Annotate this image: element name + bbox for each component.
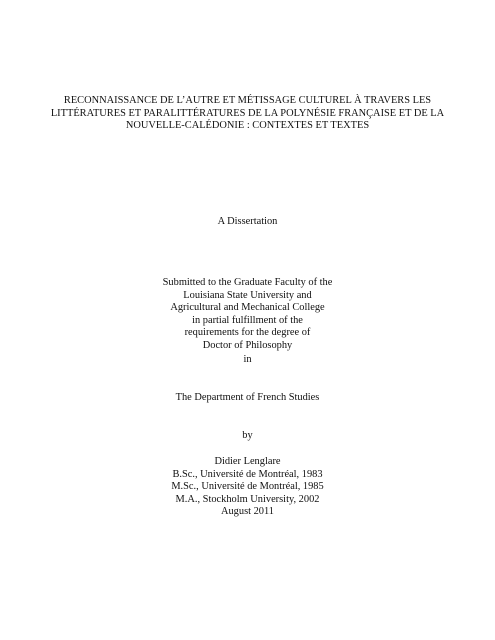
- degree-2: M.Sc., Université de Montréal, 1985: [171, 481, 324, 493]
- degree-3: M.A., Stockholm University, 2002: [175, 493, 320, 505]
- submission-line-2: Louisiana State University and: [183, 289, 312, 301]
- submission-date: August 2011: [220, 506, 274, 518]
- document-type: [40, 216, 455, 229]
- degree-1: B.Sc., Université de Montréal, 1983: [172, 468, 323, 480]
- title-line-3: NOUVELLE-CALÉDONIE : CONTEXTES ET TEXTES: [125, 120, 370, 132]
- submission-line-5: requirements for the degree of: [184, 327, 311, 339]
- author-info: [40, 456, 455, 519]
- submission-line-6: Doctor of Philosophy: [202, 339, 293, 351]
- submission-line-3: Agricultural and Mechanical College: [170, 302, 325, 314]
- in-connector: [40, 354, 455, 367]
- by-connector: [40, 430, 455, 443]
- title-line-1: RECONNAISSANCE DE L’AUTRE ET MÉTISSAGE CULTUREL À TRAVERS LES: [63, 95, 432, 106]
- author-name: Didier Lenglare: [214, 456, 281, 467]
- department: [40, 392, 455, 405]
- submission-line-1: Submitted to the Graduate Faculty of the: [162, 277, 333, 288]
- submission-statement: [40, 277, 455, 353]
- department-name: The Department of French Studies: [175, 392, 320, 403]
- dissertation-title: [40, 95, 455, 133]
- in-word: in: [243, 354, 252, 365]
- by-word: by: [242, 430, 253, 441]
- title-line-2: LITTÉRATURES ET PARALITTÉRATURES DE LA POLYNÉSIE FRANÇAISE ET DE LA: [50, 107, 445, 119]
- document-type-label: A Dissertation: [217, 216, 278, 227]
- submission-line-4: in partial fulfillment of the: [192, 314, 303, 326]
